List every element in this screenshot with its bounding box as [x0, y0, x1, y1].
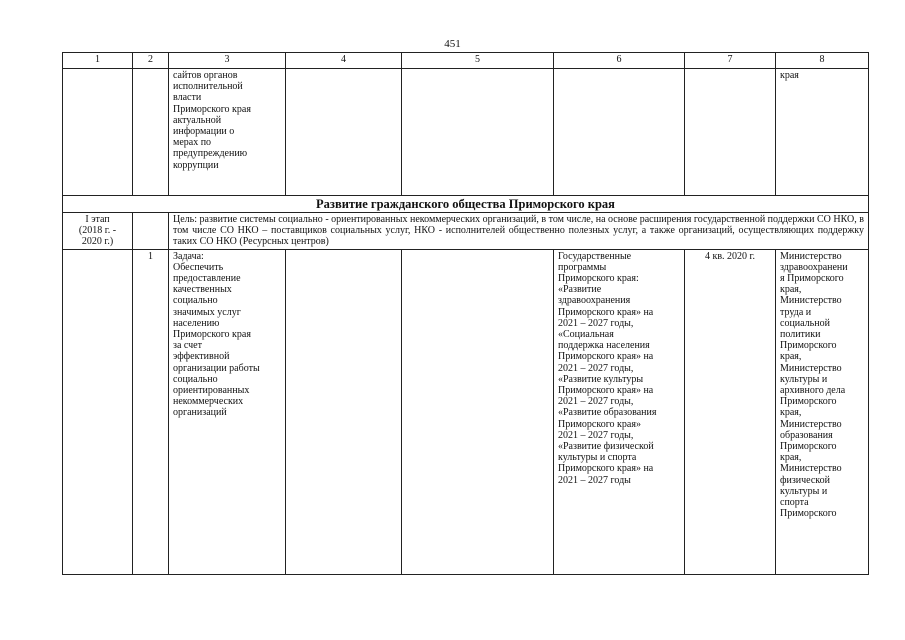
text-line: предупреждению [173, 148, 248, 160]
text-line: Министерство [780, 295, 842, 307]
text-line: власти [173, 92, 202, 104]
text-line: физической [780, 474, 830, 486]
text-line: Приморского [780, 396, 837, 408]
cell-empty [286, 69, 402, 196]
text-line: 2020 г.) [81, 236, 114, 248]
text-line: 2021 – 2027 годы, [558, 429, 634, 441]
cell-empty [63, 69, 133, 196]
column-number: 8 [776, 53, 869, 69]
cell-empty [402, 249, 554, 574]
text-line: Министерство [780, 362, 842, 374]
text-line: исполнительной [173, 81, 243, 93]
text-line: политики [780, 329, 821, 341]
text-line: информации о [173, 126, 235, 138]
cell-empty [286, 249, 402, 574]
text-line: сайтов органов [173, 70, 238, 81]
text-line: коррупции [173, 159, 219, 171]
text-line: культуры и спорта [558, 452, 637, 464]
text-line: края, [780, 284, 802, 296]
text-line: актуальной [173, 114, 222, 126]
text-line: 2021 – 2027 годы [558, 474, 631, 486]
text-line: организации работы [173, 362, 260, 374]
column-number-row [63, 53, 869, 69]
text-line: I этап [85, 214, 110, 225]
column-number: 2 [133, 53, 169, 69]
text-line: Министерство [780, 250, 842, 262]
text-line: Министерство [780, 463, 842, 475]
text-line: «Развитие физической [558, 441, 654, 453]
text-line: предоставление [173, 273, 241, 285]
text-line: социально [173, 373, 218, 385]
text-line: спорта [780, 497, 809, 509]
text-line: Государственные [558, 250, 632, 262]
page-number: 451 [444, 38, 461, 50]
cell-empty [63, 249, 133, 574]
column-number: 3 [169, 53, 286, 69]
text-line: Приморского [780, 508, 837, 520]
text-line: социальной [780, 317, 830, 329]
text-line: «Развитие образования [558, 407, 657, 419]
text-line: мерах по [173, 137, 212, 149]
task-number: 1 [133, 249, 169, 574]
text-line: Приморского края: [558, 273, 639, 285]
programs-cell [554, 249, 685, 574]
document-table [62, 52, 869, 575]
text-line: Задача: [173, 250, 204, 262]
text-line: некоммерческих [173, 396, 244, 408]
text-line: Приморского края [173, 103, 251, 115]
text-line: социально [173, 295, 218, 307]
text-line: «Развитие [558, 284, 602, 296]
column-number: 5 [402, 53, 554, 69]
text-line: эффективной [173, 351, 230, 363]
text-line: Министерство [780, 418, 842, 430]
text-line: Приморского края» на [558, 306, 654, 318]
text-line: 2021 – 2027 годы, [558, 362, 634, 374]
text-line: населению [173, 317, 220, 329]
stage-cell [63, 213, 133, 250]
text-line: поддержка населения [558, 340, 650, 352]
text-line: Приморского края» [558, 418, 641, 430]
goal-text: Цель: развитие системы социально - ориентированных некоммерческих организаций, в том числе, на основе расширения государственной поддержки СО НКО, в том числе СО НКО – поставщиков социальных услуг, НКО - исполнителей общественно полезных услуг, а также организаций, осуществляющих поддержку таких СО НКО (Ресурсных центров) [169, 213, 869, 250]
text-line: края, [780, 452, 802, 464]
cell-empty [133, 213, 169, 250]
continuation-row [63, 69, 869, 196]
text-line: Приморского [780, 340, 837, 352]
text-line: 2021 – 2027 годы, [558, 396, 634, 408]
cell-empty [133, 69, 169, 196]
stage-row [63, 213, 869, 250]
text-line: я Приморского [780, 273, 844, 285]
text-line: края, [780, 407, 802, 419]
column-number: 1 [63, 53, 133, 69]
task-description-cell [169, 249, 286, 574]
section-heading-row [63, 196, 869, 213]
cell-empty [685, 69, 776, 196]
text-line: Приморского края» на [558, 463, 654, 475]
task-row [63, 249, 869, 574]
text-line: качественных [173, 284, 232, 296]
text-line: архивного дела [780, 385, 846, 397]
text-line: программы [558, 261, 607, 273]
column-number: 7 [685, 53, 776, 69]
deadline-cell: 4 кв. 2020 г. [685, 249, 776, 574]
continuation-responsible-cell: края [776, 69, 869, 196]
text-line: Приморского края» на [558, 351, 654, 363]
text-line: здравоохранени [780, 261, 848, 273]
continuation-activity-cell [169, 69, 286, 196]
cell-empty [402, 69, 554, 196]
column-number: 4 [286, 53, 402, 69]
text-line: организаций [173, 407, 227, 419]
text-line: 2021 – 2027 годы, [558, 317, 634, 329]
responsible-cell [776, 249, 869, 574]
text-line: Обеспечить [173, 261, 224, 273]
text-line: культуры и [780, 485, 828, 497]
text-line: «Развитие культуры [558, 373, 644, 385]
text-line: культуры и [780, 373, 828, 385]
text-line: труда и [780, 306, 812, 318]
text-line: Приморского края [173, 329, 251, 341]
cell-empty [554, 69, 685, 196]
text-line: ориентированных [173, 385, 250, 397]
column-number: 6 [554, 53, 685, 69]
text-line: (2018 г. - [78, 225, 117, 237]
text-line: края, [780, 351, 802, 363]
text-line: здравоохранения [558, 295, 631, 307]
text-line: образования [780, 429, 833, 441]
text-line: за счет [173, 340, 202, 352]
section-title: Развитие гражданского общества Приморского края [63, 196, 869, 213]
text-line: Приморского края» на [558, 385, 654, 397]
text-line: Приморского [780, 441, 837, 453]
text-line: «Социальная [558, 329, 614, 341]
text-line: значимых услуг [173, 306, 241, 318]
